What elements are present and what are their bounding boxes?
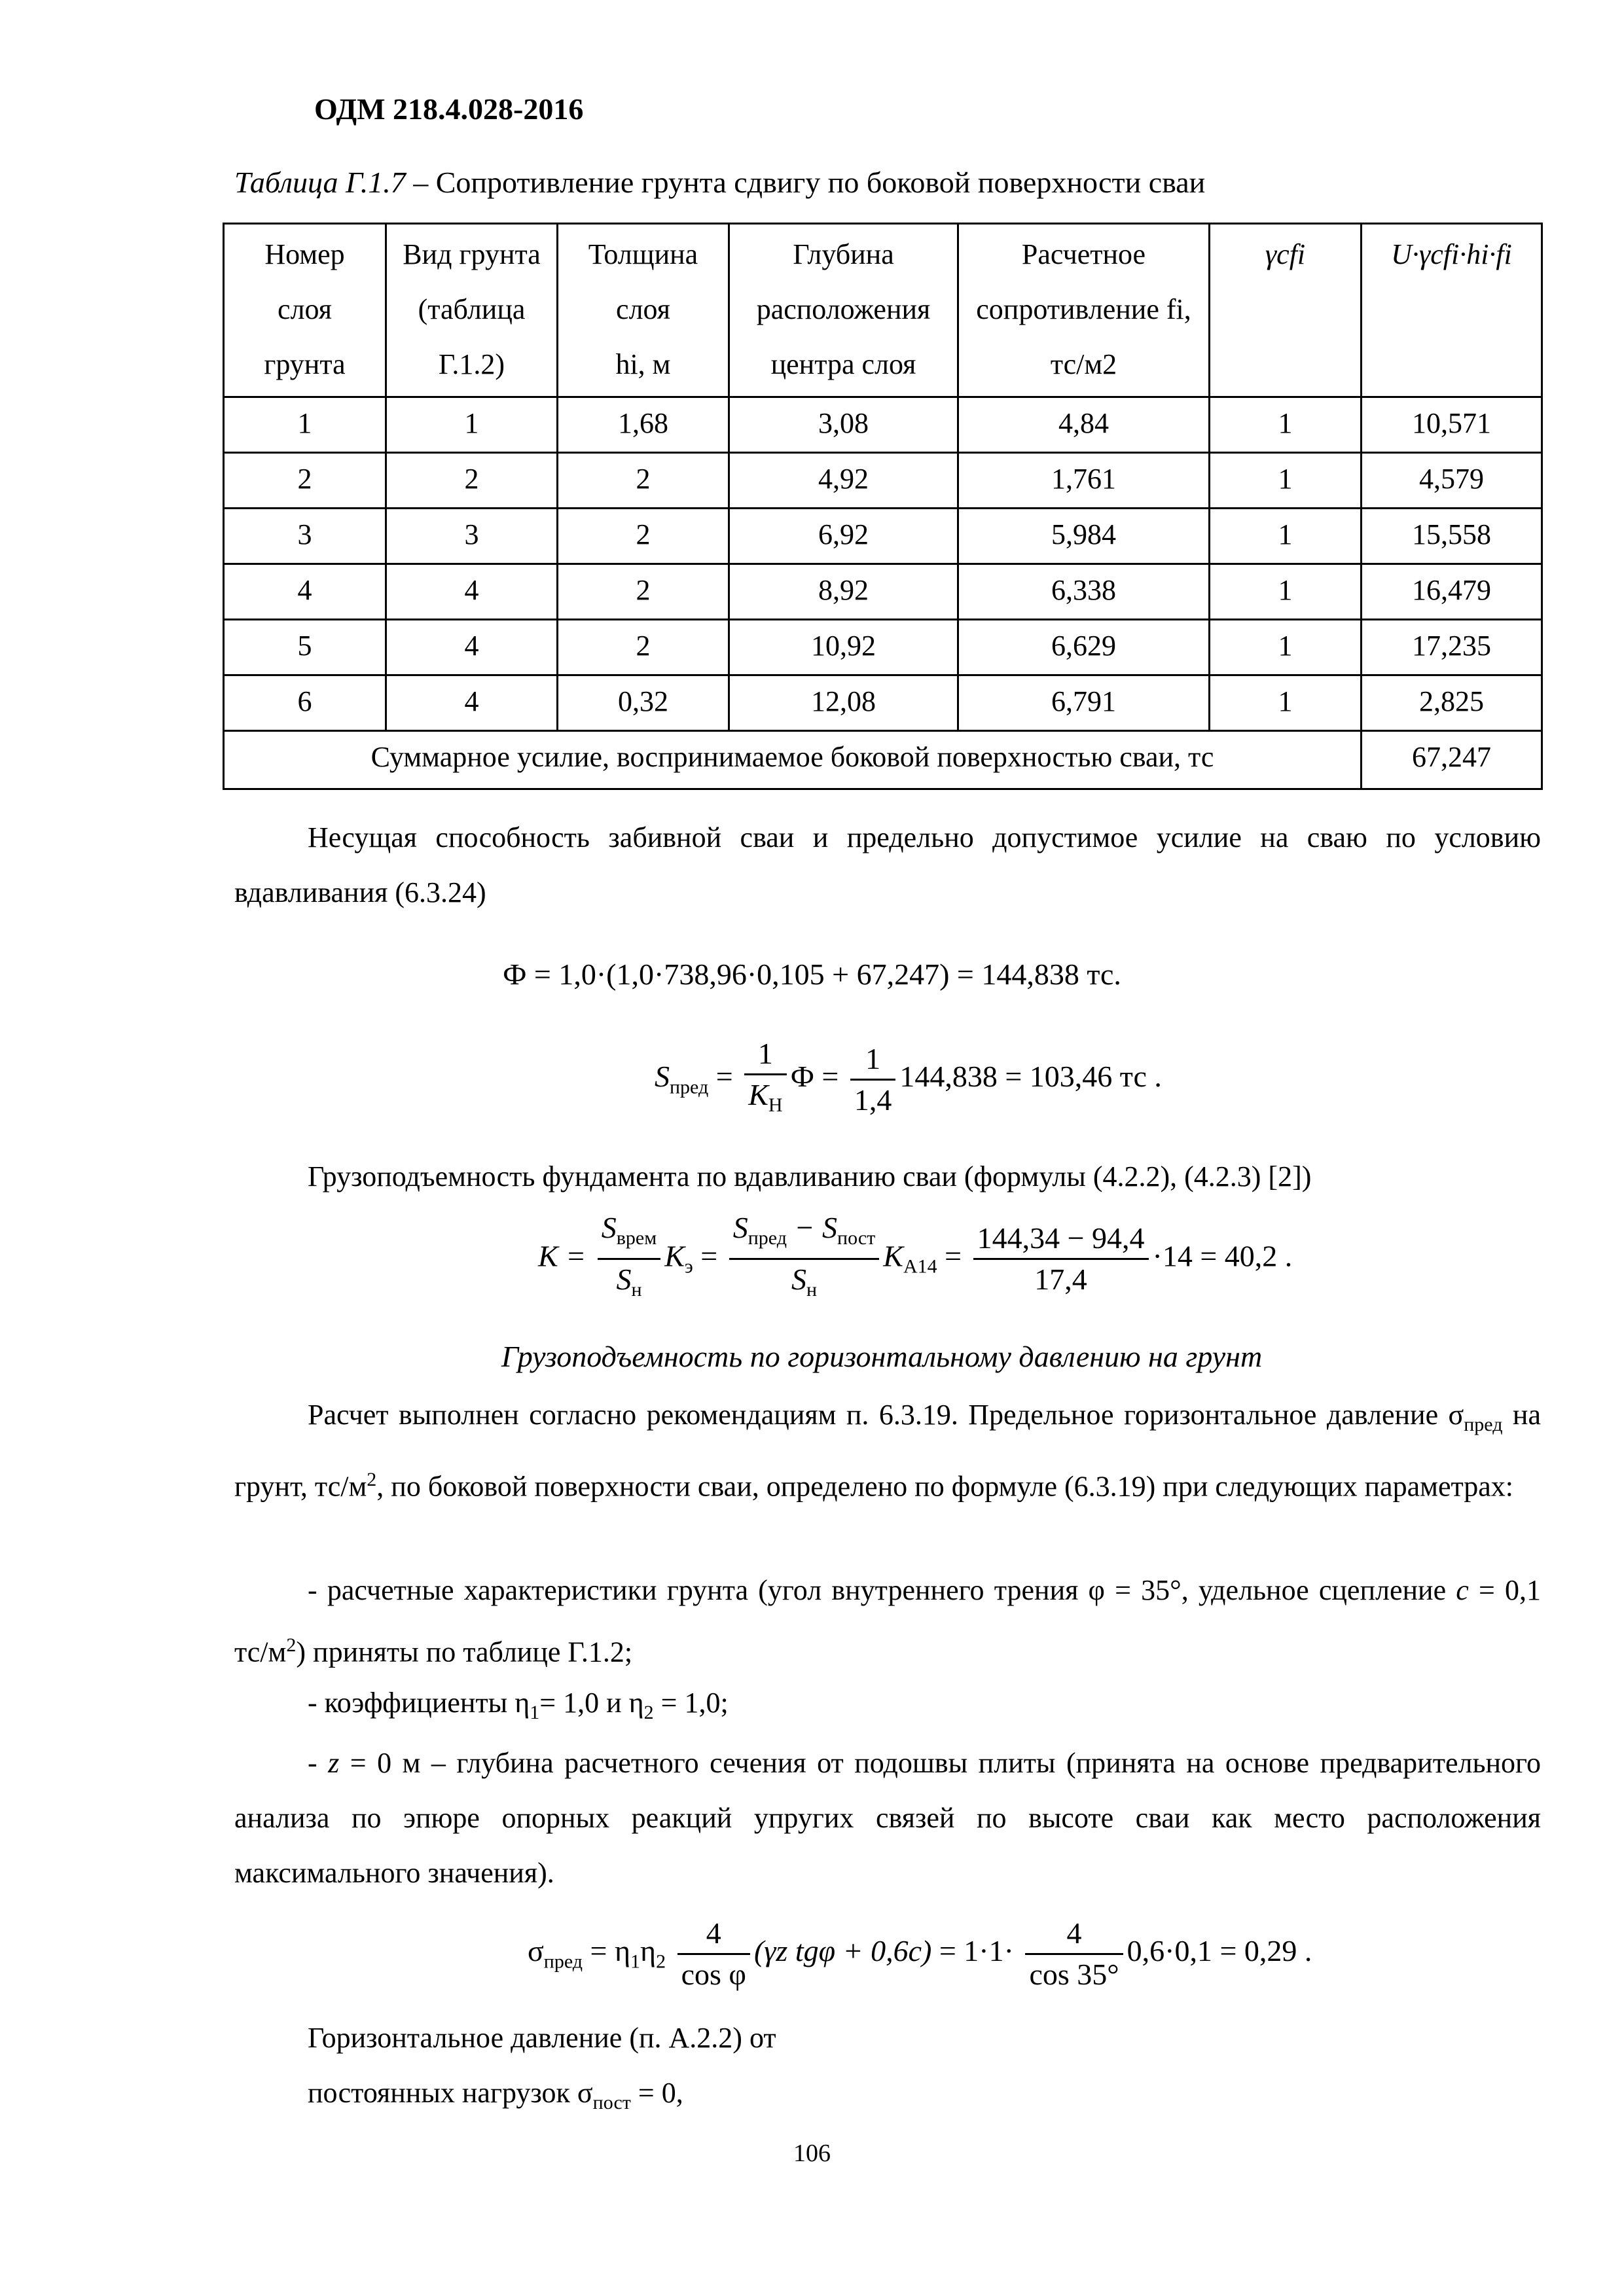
header-soil-type: Вид грунта (таблица Г.1.2) [386,224,558,397]
formula-phi: Ф = 1,0·(1,0·738,96·0,105 + 67,247) = 144,838 тс. [503,958,1121,991]
table-row: 6 4 0,32 12,08 6,791 1 2,825 [224,675,1542,731]
page-number: 106 [793,2140,831,2167]
table-row: 2 2 2 4,92 1,761 1 4,579 [224,453,1542,509]
fraction: $\frac{4}{\cos 35^\circ}$ [1025,1914,1123,1994]
document-code: ОДМ 218.4.028-2016 [314,92,584,126]
fraction: $\frac{4}{\text{cos φ}}$ [677,1914,750,1994]
header-depth: Глубина расположения центра слоя [729,224,958,397]
table-header-row [224,224,1542,397]
formula-s-pred: $S_{пред}$ = $\frac{1}{K_Н}$ Ф = $\frac{1}{1,4}$ 144,838 = 103,46 тс . [655,1034,1162,1125]
header-product: U·γcfi·hi·fi [1362,224,1542,397]
paragraph-calculation: Расчет выполнен согласно рекомендациям п. 6.3.19. Предельное горизонтальное давление $\sigma_{пред}$ на грунт, $тс/м^2$, по боковой поверхности сваи, определено по формуле (6.3.19) при следующих параметрах: [234,1399,1542,1503]
formula-sigma-pred: $\sigma_{пред} = \eta_1\eta_2$ $\frac{4}{\text{cos φ}}$ (γz tgφ + 0,6c) = 1·1· $\frac{4}{\cos 35^\circ}$ 0,6·0,1 = 0,29 . [528,1914,1312,1994]
table-row: 3 3 2 6,92 5,984 1 15,558 [224,509,1542,564]
table-row: 4 4 2 8,92 6,338 1 16,479 [224,564,1542,620]
table-caption-text: – Сопротивление грунта сдвигу по боковой поверхности сваи [405,166,1206,199]
table-row: 1 1 1,68 3,08 4,84 1 10,571 [224,397,1542,453]
formula-k: K = $\frac{S_{врем}}{S_н}$ $K_э$ = $\frac{S_{пред} - S_{пост}}{S_н}$ $K_{А14}$ = $\frac{144,34 - 94,4}{17,4}$ ·14 = 40,2 . [538,1208,1292,1310]
soil-resistance-table [223,223,1543,790]
fraction: $\frac{S_{пред} - S_{пост}}{S_н}$ [729,1208,880,1310]
fraction: $\frac{1}{1,4}$ [850,1039,896,1120]
fraction: $\frac{1}{K_Н}$ [744,1034,786,1125]
table-caption [234,165,1205,200]
table-total-row [224,731,1542,789]
paragraph-lifting-capacity: Грузоподъемность фундамента по вдавливанию сваи (формулы (4.2.2), (4.2.3) [2]) [308,1160,1312,1193]
fraction: $\frac{144,34 - 94,4}{17,4}$ [973,1219,1149,1299]
header-layer-number: Номер слоя грунта [224,224,386,397]
paragraph-bearing-capacity: Несущая способность забивной сваи и предельно допустимое усилие на сваю по условию вдавливания (6.3.24) [234,821,1541,908]
header-gamma-cfi: γcfi [1210,224,1362,397]
bullet-soil-characteristics: - расчетные характеристики грунта (угол внутреннего трения φ = 35°, удельное сцепление c = 0,1 $тс/м^2$) приняты по таблице Г.1.2; [234,1574,1541,1668]
bullet-depth: - z = 0 м – глубина расчетного сечения от подошвы плиты (принята на основе предварительного анализа по эпюре опорных реакций упругих связей по высоте сваи как место расположения максимального значения). [234,1747,1542,1889]
total-value: 67,247 [1362,731,1542,789]
fraction: $\frac{S_{врем}}{S_н}$ [598,1208,660,1310]
table-row: 5 4 2 10,92 6,629 1 17,235 [224,620,1542,675]
paragraph-horizontal-pressure: Горизонтальное давление (п. А.2.2) от [308,2022,776,2054]
table-caption-label: Таблица Г.1.7 [234,166,406,199]
paragraph-permanent-loads: постоянных нагрузок $\sigma_{пост} = 0$, [308,2077,683,2113]
header-resistance: Расчетное сопротивление fi, тс/м2 [958,224,1210,397]
header-thickness: Толщина слоя hi, м [558,224,729,397]
bullet-coefficients: - коэффициенты $\eta_1= 1,0$ и $\eta_2 = 1,0$; [308,1687,729,1723]
subheading: Грузоподъемность по горизонтальному давлению на грунт [501,1340,1263,1373]
total-label: Суммарное усилие, воспринимаемое боковой поверхностью сваи, тс [224,731,1362,789]
